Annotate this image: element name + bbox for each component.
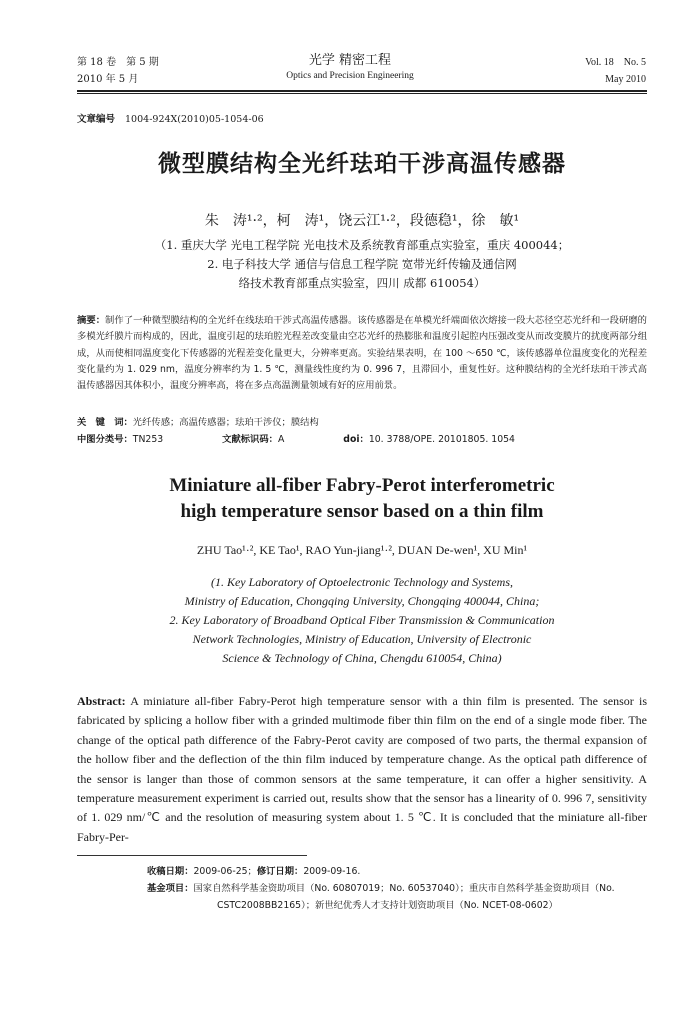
received-label: 收稿日期： (147, 866, 194, 877)
revised-value: 2009-09-16. (303, 866, 361, 877)
footnote (77, 863, 647, 914)
abstract-en (77, 692, 647, 847)
volume-issue-en: Vol. 18 No. 5 (585, 57, 646, 68)
doi-value: 10. 3788/OPE. 20101805. 1054 (368, 434, 515, 445)
authors-en: ZHU Tao¹·², KE Tao¹, RAO Yun-jiang¹·², DUAN De-wen¹, XU Min¹ (196, 543, 528, 557)
title-en (77, 473, 647, 525)
affiliations-cn (77, 236, 647, 293)
abstract-cn (77, 313, 647, 394)
header-left (77, 54, 159, 88)
article-number-label: 文章编号 (77, 114, 116, 125)
header-right (585, 54, 646, 88)
volume-issue-cn: 第 18 卷 第 5 期 (77, 57, 159, 68)
abstract-en-label: Abstract: (77, 694, 126, 708)
abstract-cn-text: 制作了一种微型膜结构的全光纤在线珐珀干涉式高温传感器。该传感器是在单模光纤端面依次熔接一段大芯径空芯光纤和一段研磨的多模光纤膜片而构成的，因此，温度引起的珐珀腔光程差改变量由空芯光纤的热膨胀和温度引起腔内压强改变从而改变膜片的扰度两部分组成，从而使相同温度变化下传感器的光程差变化量更大，分辨率更高。实验结果表明，在 100 ～650 ℃，该传感器单位温度变化的光程差变化量约为 1. 029 nm，温度分辨率约为 1. 5 ℃，测量线性度约为 0. 996 7，且滞回小，重复性好。这种膜结构的全光纤珐珀干涉式高温传感器因其体积小，温度分辨率高，将在多点高温测量领域有好的应用前景。 (77, 315, 647, 392)
affiliation-en-line: (1. Key Laboratory of Optoelectronic Technology and Systems, (210, 575, 514, 589)
footnote-dates (77, 863, 647, 880)
authors-cn: 朱 涛¹·²，柯 涛¹，饶云江¹·²，段德稳¹，徐 敏¹ (204, 213, 520, 229)
article-number-value: 1004-924X(2010)05-1054-06 (125, 114, 264, 125)
header-rule-thin (77, 93, 647, 94)
journal-name-cn: 光学 精密工程 (308, 53, 392, 68)
affiliation-en-line: Network Technologies, Ministry of Education, University of Electronic (192, 632, 532, 646)
footnote-rule (77, 855, 307, 856)
journal-name-en: Optics and Precision Engineering (286, 71, 414, 81)
title-en-line: Miniature all-fiber Fabry-Perot interferometric (169, 475, 555, 496)
keywords-cn-label: 关 键 词： (77, 417, 133, 428)
journal-header (200, 52, 500, 83)
received-value: 2009-06-25； (193, 866, 257, 877)
affiliation-en-line: Ministry of Education, Chongqing University, Chongqing 400044, China; (184, 594, 540, 608)
footnote-fund (77, 880, 647, 897)
affiliation-cn-line: 2. 电子科技大学 通信与信息工程学院 宽带光纤传输及通信网 (207, 257, 517, 271)
fund-label: 基金项目： (147, 883, 194, 894)
revised-label: 修订日期： (256, 866, 304, 877)
fund-line-1: 国家自然科学基金资助项目（No. 60807019；No. 60537040）；重庆市自然科学基金资助项目（No. (193, 883, 615, 894)
date-en: May 2010 (605, 74, 646, 85)
footnote-fund-cont: CSTC2008BB2165）；新世纪优秀人才支持计划资助项目（No. NCET-08-0602） (217, 900, 558, 911)
date-cn: 2010 年 5 月 (77, 74, 139, 85)
abstract-cn-label: 摘要： (77, 315, 106, 326)
affiliation-en-line: Science & Technology of China, Chengdu 610054, China) (222, 651, 502, 665)
doi-label: doi： (343, 434, 369, 445)
clc-label: 中图分类号： (77, 434, 133, 445)
title-en-line: high temperature sensor based on a thin film (180, 501, 544, 522)
classification-cn (77, 431, 571, 445)
abstract-en-text: A miniature all-fiber Fabry-Perot high temperature sensor with a thin film is presented. The sensor is fabricated by splicing a hollow fiber with a grinded multimode fiber thin film on the end of a single mode fiber. The change of the optical path difference of the Fabry-Perot cavity are composed of two parts, the thermal expansion of the hollow fiber and the deflection of the thin film induced by temperature change. As the optical path difference of the sensor is langer than those of common sensors at the same temperature, it can offer a higher sensitivity. A temperature measurement experiment is carried out, results show that the sensor has a linearity of 0. 996 7, sensitivity of 1. 029 nm/℃ and the resolution of measuring system about 1. 5 ℃. It is concluded that the miniature all-fiber Fabry-Per- (77, 694, 647, 844)
affiliation-en-line: 2. Key Laboratory of Broadband Optical Fiber Transmission & Communication (169, 613, 555, 627)
keywords-cn (77, 414, 319, 428)
article-number (77, 111, 264, 125)
affiliation-cn-line: （1. 重庆大学 光电工程学院 光电技术及系统教育部重点实验室，重庆 400044； (154, 238, 570, 252)
header-rule-thick (77, 90, 647, 92)
affiliation-cn-line: 络技术教育部重点实验室，四川 成都 610054） (238, 276, 486, 290)
title-cn: 微型膜结构全光纤珐珀干涉高温传感器 (158, 151, 566, 177)
keywords-cn-text: 光纤传感；高温传感器；珐珀干涉仪；膜结构 (132, 417, 319, 428)
affiliations-en (77, 573, 647, 668)
doc-code-label: 文献标识码： (222, 434, 278, 445)
doc-code-value: A (277, 434, 285, 445)
clc-value: TN253 (132, 434, 164, 445)
